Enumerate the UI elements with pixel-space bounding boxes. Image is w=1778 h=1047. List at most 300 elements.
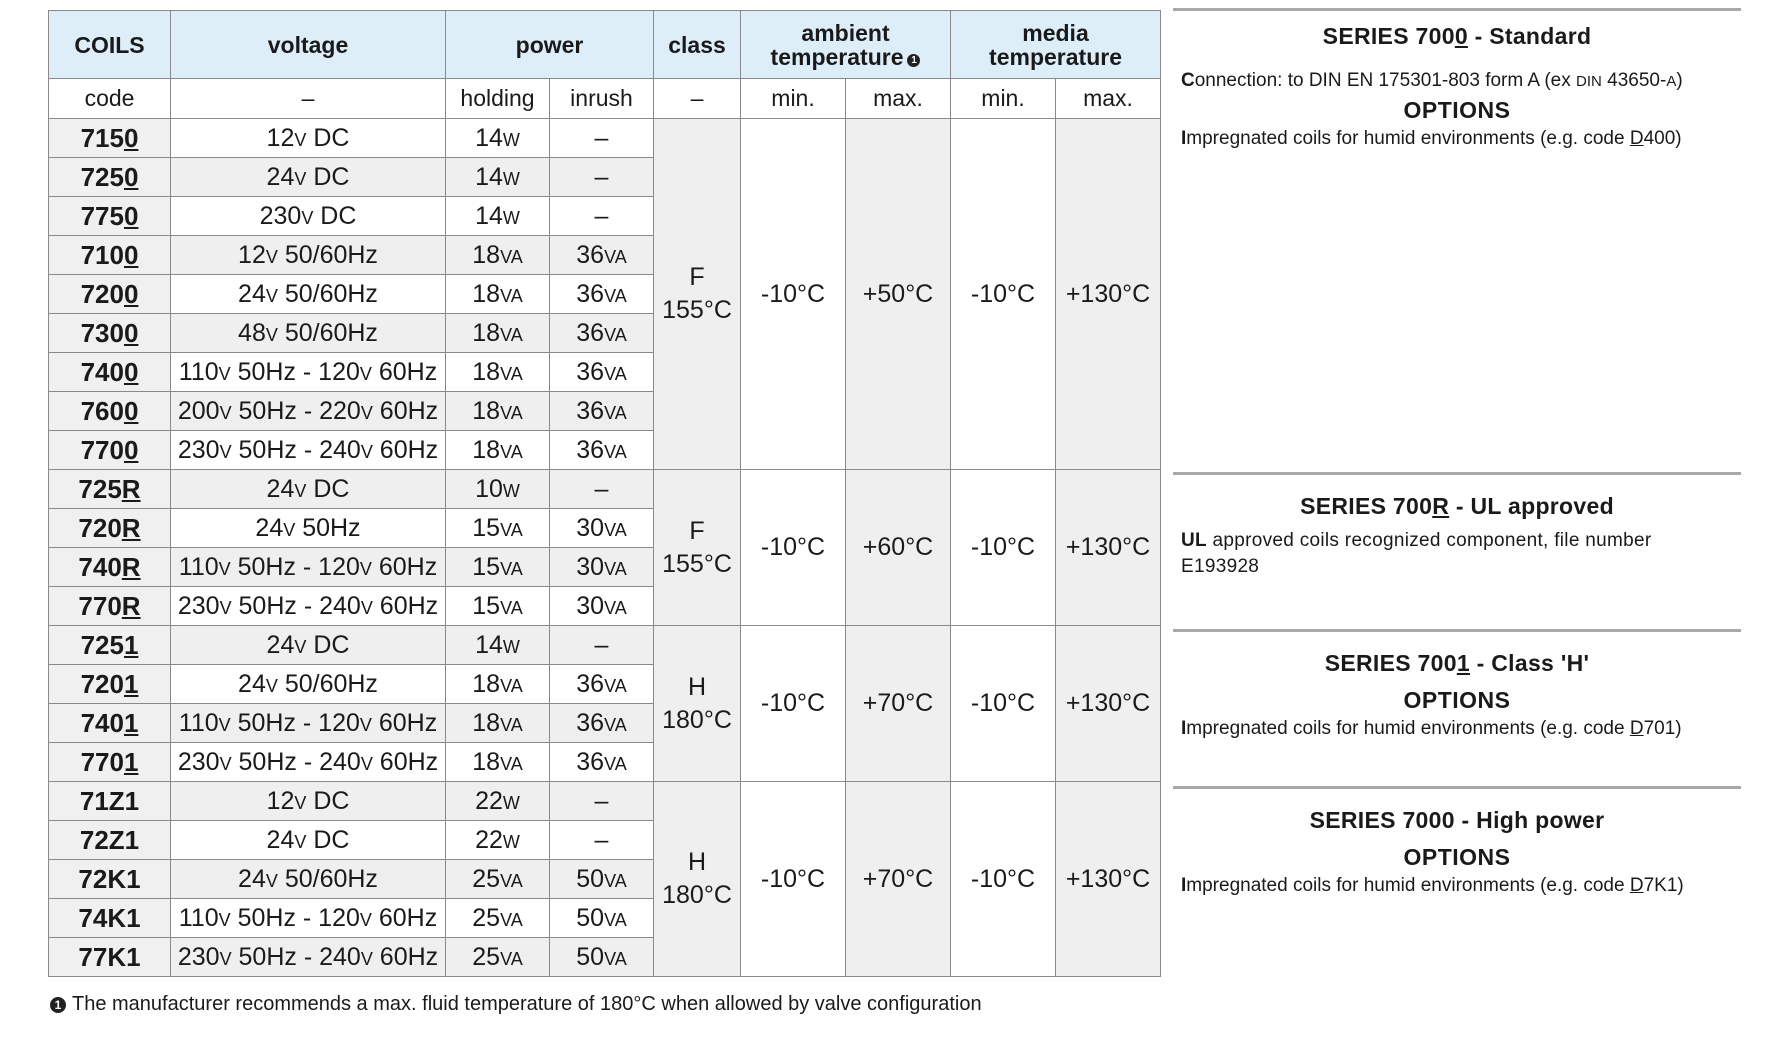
class-letter: H	[687, 672, 707, 701]
panel-title-pre: SERIES 700	[1322, 23, 1455, 49]
ambient-min-value: -10°C	[760, 279, 826, 308]
coil-code-base: 715	[80, 122, 124, 153]
inrush-power	[550, 587, 654, 626]
inrush-value: –	[594, 162, 609, 191]
media-max-value: +130°C	[1065, 864, 1151, 893]
subheader-ambient-max: max.	[846, 79, 951, 119]
holding-unit: W	[502, 831, 520, 852]
coil-code-suffix: R	[121, 590, 141, 621]
panel-title-pre: SERIES 7000	[1309, 807, 1455, 833]
coil-code-suffix: 0	[123, 239, 139, 270]
panel-series-standard	[1173, 8, 1741, 481]
holding-value: 18	[472, 279, 501, 308]
voltage-spec-2: 60Hz	[371, 903, 438, 932]
inrush-power	[550, 275, 654, 314]
subheader-ambient-min: min.	[741, 79, 846, 119]
voltage-spec: DC	[306, 162, 350, 191]
voltage-spec: DC	[313, 201, 357, 230]
panel-title	[1173, 23, 1741, 50]
holding-power	[446, 470, 550, 509]
inrush-unit: VA	[604, 324, 627, 345]
coil-code	[49, 938, 171, 977]
voltage-spec-2: 60Hz	[372, 591, 439, 620]
voltage-cell	[171, 860, 446, 899]
subheader-voltage: –	[171, 79, 446, 119]
panel-title-post: - Standard	[1467, 23, 1592, 49]
voltage-spec: 50Hz - 240	[231, 435, 361, 464]
coil-code-base: 740	[80, 707, 124, 738]
ambient-min	[741, 626, 846, 782]
inrush-value: –	[594, 825, 609, 854]
coil-code-base: 730	[80, 317, 124, 348]
voltage-unit: V	[218, 909, 231, 930]
voltage-spec: 50Hz - 220	[231, 396, 361, 425]
inrush-value: 36	[576, 747, 605, 776]
voltage-unit: V	[283, 519, 296, 540]
voltage-spec-2: 60Hz	[372, 747, 439, 776]
inrush-unit: VA	[604, 753, 627, 774]
header-power: power	[446, 11, 654, 79]
voltage-spec-2: 60Hz	[371, 357, 438, 386]
voltage-unit: V	[219, 402, 232, 423]
voltage-unit-2: V	[360, 948, 373, 969]
ambient-min-value: -10°C	[760, 689, 826, 717]
coil-code-suffix: 1	[123, 707, 139, 738]
header-row	[49, 11, 1161, 79]
media-min	[951, 782, 1056, 977]
holding-value: 14	[475, 201, 503, 230]
voltage-value: 110	[178, 357, 219, 386]
inrush-value: 30	[576, 552, 605, 581]
holding-unit: W	[502, 792, 520, 813]
voltage-cell	[171, 119, 446, 158]
voltage-unit: V	[265, 285, 278, 306]
inrush-unit: VA	[604, 519, 627, 540]
options-lead: I	[1181, 718, 1187, 739]
panel-title-suffix: R	[1432, 493, 1450, 519]
coil-code-suffix: 1	[123, 746, 139, 777]
voltage-spec: 50Hz - 120	[230, 708, 360, 737]
media-min-value: -10°C	[970, 533, 1036, 561]
holding-value: 14	[475, 123, 503, 152]
voltage-spec: 50/60Hz	[277, 318, 378, 347]
voltage-unit: V	[294, 792, 307, 813]
coil-code-base: 725	[80, 161, 124, 192]
options-heading: OPTIONS	[1403, 844, 1511, 870]
ambient-min-value: -10°C	[760, 864, 826, 893]
voltage-spec: 50Hz	[295, 513, 361, 542]
coil-code	[49, 587, 171, 626]
coil-code-suffix: R	[121, 473, 141, 504]
holding-power	[446, 587, 550, 626]
panel-series-ul-approved	[1173, 472, 1741, 630]
coil-code-base: 770	[80, 746, 124, 777]
coil-code	[49, 704, 171, 743]
voltage-spec-2: 60Hz	[371, 552, 438, 581]
holding-value: 18	[472, 435, 501, 464]
inrush-power	[550, 353, 654, 392]
inrush-unit: VA	[604, 948, 627, 969]
panel-title-suffix: 1	[1456, 650, 1470, 676]
inrush-unit: VA	[604, 441, 627, 462]
panel-title	[1173, 807, 1741, 834]
panel-title-pre: SERIES 700	[1324, 650, 1457, 676]
coil-code	[49, 470, 171, 509]
connection-lead: C	[1181, 70, 1195, 91]
holding-unit: VA	[500, 675, 523, 696]
holding-value: 18	[472, 708, 501, 737]
coil-code-base: 720	[78, 512, 122, 543]
voltage-spec: 50Hz - 240	[231, 942, 361, 971]
coil-code-base: 775	[80, 200, 124, 231]
voltage-value: 200	[177, 396, 220, 425]
coil-code	[49, 119, 171, 158]
ambient-min-value: -10°C	[760, 533, 826, 561]
holding-power	[446, 275, 550, 314]
inrush-power	[550, 782, 654, 821]
voltage-value: 12	[238, 240, 266, 269]
connection-close: )	[1676, 70, 1683, 91]
table-body	[49, 119, 1161, 977]
panel-title-post: - Class 'H'	[1469, 650, 1590, 676]
inrush-value: 50	[576, 942, 605, 971]
coil-spec-table	[48, 10, 1161, 977]
options-heading: OPTIONS	[1403, 97, 1511, 123]
panel-title-suffix: 0	[1454, 23, 1468, 49]
voltage-spec: 50Hz - 240	[231, 591, 361, 620]
coil-code-suffix: 0	[123, 200, 139, 231]
coil-code	[49, 275, 171, 314]
voltage-value: 24	[255, 513, 284, 542]
holding-unit: W	[502, 168, 520, 189]
media-max	[1056, 626, 1161, 782]
media-max-value: +130°C	[1065, 279, 1151, 308]
holding-unit: VA	[500, 246, 523, 267]
voltage-cell	[171, 236, 446, 275]
ul-lead: UL	[1181, 530, 1207, 551]
options-code-rest: 400)	[1643, 128, 1682, 149]
voltage-spec: DC	[306, 825, 350, 854]
voltage-spec-2: 60Hz	[372, 942, 439, 971]
voltage-spec: 50Hz - 120	[230, 357, 360, 386]
voltage-cell	[171, 782, 446, 821]
media-min	[951, 626, 1056, 782]
voltage-value: 110	[178, 903, 219, 932]
options-code-rest: 701)	[1643, 718, 1682, 739]
voltage-spec: 50Hz - 120	[230, 903, 360, 932]
holding-unit: W	[502, 207, 520, 228]
inrush-power	[550, 938, 654, 977]
options-lead: I	[1181, 875, 1187, 896]
coil-code-base: 72K1	[78, 863, 141, 894]
media-min-value: -10°C	[970, 689, 1036, 717]
ambient-max-value: +70°C	[862, 864, 934, 893]
options-code-letter: D	[1629, 128, 1644, 149]
voltage-cell	[171, 821, 446, 860]
voltage-value: 230	[177, 435, 220, 464]
holding-power	[446, 431, 550, 470]
voltage-spec: 50/60Hz	[277, 669, 378, 698]
voltage-spec: 50Hz - 120	[230, 552, 360, 581]
voltage-value: 12	[266, 786, 295, 815]
coil-code-suffix: 0	[123, 161, 139, 192]
ambient-max	[846, 119, 951, 470]
voltage-cell	[171, 626, 446, 665]
coil-code-suffix: 0	[123, 356, 139, 387]
table-row	[49, 782, 1161, 821]
coil-code	[49, 665, 171, 704]
subheader-class: –	[654, 79, 741, 119]
class-temp: 155°C	[662, 296, 732, 324]
voltage-spec: DC	[306, 123, 350, 152]
media-max	[1056, 470, 1161, 626]
holding-unit: W	[502, 636, 520, 657]
coil-code-base: 710	[80, 239, 124, 270]
coil-code	[49, 236, 171, 275]
holding-value: 18	[472, 318, 501, 347]
media-max	[1056, 119, 1161, 470]
inrush-unit: VA	[604, 246, 627, 267]
voltage-spec: 50/60Hz	[277, 240, 378, 269]
inrush-power	[550, 626, 654, 665]
voltage-cell	[171, 470, 446, 509]
footnote	[50, 993, 982, 1016]
voltage-spec: DC	[306, 630, 350, 659]
header-ambient-line1: ambient	[801, 19, 890, 46]
inrush-power	[550, 314, 654, 353]
voltage-cell	[171, 509, 446, 548]
inrush-unit: VA	[604, 597, 627, 618]
inrush-power	[550, 743, 654, 782]
coil-code	[49, 197, 171, 236]
holding-value: 18	[472, 747, 501, 776]
class-temp: 155°C	[662, 549, 732, 578]
inrush-unit: VA	[604, 909, 627, 930]
footnote-text: The manufacturer recommends a max. fluid temperature of 180°C when allowed by valve configuration	[72, 993, 982, 1015]
inrush-unit: VA	[604, 285, 627, 306]
inrush-value: –	[594, 474, 609, 503]
voltage-unit: V	[301, 207, 314, 228]
coil-code	[49, 431, 171, 470]
holding-value: 15	[472, 513, 501, 542]
holding-unit: VA	[500, 753, 523, 774]
insulation-class	[654, 782, 741, 977]
voltage-cell	[171, 353, 446, 392]
coil-code-suffix: 1	[123, 668, 139, 699]
holding-value: 18	[472, 396, 501, 425]
holding-power	[446, 509, 550, 548]
voltage-unit: V	[219, 948, 232, 969]
voltage-unit-2: V	[359, 558, 372, 579]
coil-code	[49, 158, 171, 197]
voltage-unit-2: V	[360, 597, 373, 618]
inrush-unit: VA	[604, 675, 627, 696]
coil-code	[49, 899, 171, 938]
coil-code	[49, 353, 171, 392]
coil-code-suffix: 0	[123, 278, 139, 309]
voltage-unit: V	[294, 480, 307, 501]
holding-value: 18	[472, 357, 501, 386]
voltage-unit-2: V	[360, 441, 373, 462]
ambient-min	[741, 782, 846, 977]
voltage-spec: DC	[306, 786, 350, 815]
inrush-value: 36	[576, 279, 605, 308]
header-media-line1: media	[1022, 19, 1089, 46]
voltage-value: 24	[266, 630, 295, 659]
panel-series-high-power	[1173, 786, 1741, 949]
ambient-max-value: +70°C	[862, 689, 934, 717]
inrush-power	[550, 431, 654, 470]
inrush-unit: VA	[604, 870, 627, 891]
voltage-value: 24	[266, 474, 295, 503]
inrush-unit: VA	[604, 363, 627, 384]
holding-power	[446, 392, 550, 431]
voltage-value: 230	[259, 201, 302, 230]
insulation-class	[654, 119, 741, 470]
inrush-value: 30	[576, 591, 605, 620]
coil-code-base: 770	[78, 590, 122, 621]
voltage-unit-2: V	[360, 402, 373, 423]
inrush-power	[550, 470, 654, 509]
class-letter: F	[689, 516, 705, 545]
options-text	[1173, 716, 1741, 742]
subheader-media-min: min.	[951, 79, 1056, 119]
voltage-cell	[171, 197, 446, 236]
voltage-unit-2: V	[359, 909, 372, 930]
holding-power	[446, 353, 550, 392]
voltage-cell	[171, 275, 446, 314]
header-ambient-line2: temperature	[770, 43, 904, 70]
voltage-value: 24	[266, 162, 295, 191]
inrush-unit: VA	[604, 714, 627, 735]
voltage-value: 230	[177, 747, 220, 776]
voltage-unit: V	[265, 246, 278, 267]
holding-value: 22	[475, 786, 503, 815]
holding-value: 25	[472, 864, 501, 893]
holding-unit: VA	[500, 402, 523, 423]
holding-unit: VA	[500, 519, 523, 540]
coil-code	[49, 509, 171, 548]
coil-code	[49, 392, 171, 431]
inrush-value: 36	[576, 708, 605, 737]
voltage-cell	[171, 392, 446, 431]
voltage-unit-2: V	[359, 363, 372, 384]
ul-text	[1173, 528, 1741, 580]
table-row	[49, 470, 1161, 509]
voltage-unit-2: V	[359, 714, 372, 735]
voltage-unit: V	[265, 870, 278, 891]
voltage-cell	[171, 548, 446, 587]
inrush-power	[550, 899, 654, 938]
coil-code-base: 720	[80, 278, 124, 309]
inrush-power	[550, 860, 654, 899]
voltage-value: 110	[178, 708, 219, 737]
class-temp: 180°C	[662, 705, 732, 734]
inrush-value: 36	[576, 396, 605, 425]
holding-value: 14	[475, 630, 503, 659]
voltage-cell	[171, 587, 446, 626]
coil-code-suffix: R	[121, 551, 141, 582]
holding-unit: VA	[500, 363, 523, 384]
inrush-value: 36	[576, 669, 605, 698]
holding-value: 14	[475, 162, 503, 191]
coil-code-suffix: R	[121, 512, 141, 543]
subheader-row	[49, 79, 1161, 119]
holding-power	[446, 158, 550, 197]
coil-code	[49, 626, 171, 665]
coil-code	[49, 314, 171, 353]
holding-unit: VA	[500, 714, 523, 735]
header-media-temperature	[951, 11, 1161, 79]
media-max	[1056, 782, 1161, 977]
holding-power	[446, 899, 550, 938]
class-temp: 180°C	[662, 881, 732, 909]
voltage-cell	[171, 704, 446, 743]
inrush-power	[550, 509, 654, 548]
holding-power	[446, 743, 550, 782]
holding-unit: VA	[500, 870, 523, 891]
voltage-value: 230	[177, 942, 220, 971]
holding-value: 18	[472, 240, 501, 269]
holding-power	[446, 197, 550, 236]
panel-title-post: - UL approved	[1449, 493, 1614, 519]
voltage-value: 24	[266, 825, 295, 854]
holding-power	[446, 236, 550, 275]
voltage-spec-2: 60Hz	[372, 396, 439, 425]
connection-body2: 43650-	[1601, 70, 1667, 91]
insulation-class	[654, 470, 741, 626]
ambient-max	[846, 470, 951, 626]
coil-code-base: 725	[78, 473, 122, 504]
holding-value: 22	[475, 825, 503, 854]
coil-code-base: 72Z1	[79, 824, 140, 855]
ambient-min	[741, 119, 846, 470]
voltage-unit: V	[294, 168, 307, 189]
inrush-value: –	[594, 630, 609, 659]
options-code-letter: D	[1629, 718, 1644, 739]
voltage-spec: 50Hz - 240	[231, 747, 361, 776]
voltage-unit: V	[219, 753, 232, 774]
inrush-unit: VA	[604, 402, 627, 423]
voltage-cell	[171, 743, 446, 782]
holding-unit: VA	[500, 948, 523, 969]
voltage-unit: V	[218, 714, 231, 735]
voltage-unit: V	[218, 363, 231, 384]
coil-code	[49, 821, 171, 860]
coil-code-suffix: 0	[123, 434, 139, 465]
voltage-spec-2: 60Hz	[372, 435, 439, 464]
coil-code-base: 77K1	[78, 941, 141, 972]
inrush-value: –	[594, 786, 609, 815]
options-text	[1173, 873, 1741, 899]
header-ambient-temperature	[741, 11, 951, 79]
coil-code-base: 71Z1	[79, 785, 140, 816]
coil-code-base: 74K1	[78, 902, 141, 933]
options-heading: OPTIONS	[1403, 687, 1511, 713]
holding-power	[446, 665, 550, 704]
header-coils: COILS	[49, 11, 171, 79]
voltage-spec: DC	[306, 474, 350, 503]
voltage-value: 24	[238, 864, 266, 893]
inrush-value: 36	[576, 240, 605, 269]
inrush-power	[550, 158, 654, 197]
inrush-power	[550, 392, 654, 431]
holding-value: 25	[472, 903, 501, 932]
inrush-power	[550, 119, 654, 158]
voltage-cell	[171, 314, 446, 353]
inrush-power	[550, 704, 654, 743]
inrush-power	[550, 236, 654, 275]
